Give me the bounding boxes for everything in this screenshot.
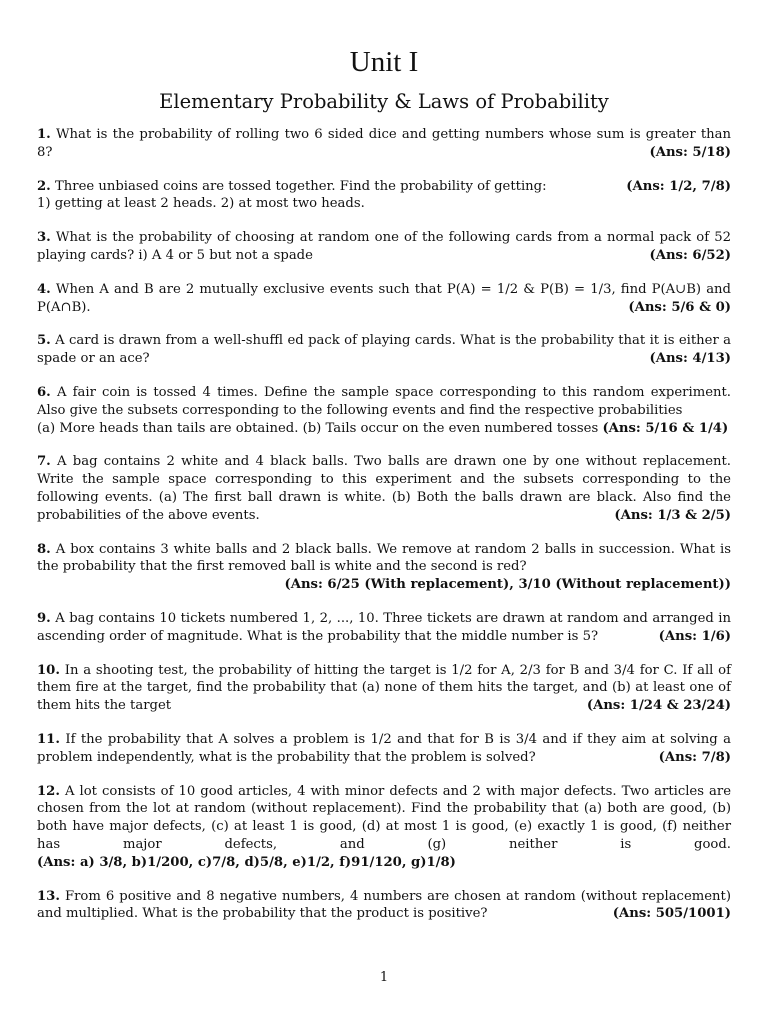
question-12 bbox=[37, 783, 731, 872]
question-2 bbox=[37, 178, 731, 214]
question-text: If the probability that A solves a problem is 1/2 and that for B is 3/4 and if they aim at solving a problem independently, what is the probability that the problem is solved? bbox=[37, 731, 731, 765]
question-text: From 6 positive and 8 negative numbers, 4 numbers are chosen at random (without replacement) and multiplied. What is the probability that the product is positive? bbox=[37, 888, 731, 922]
answer: (Ans: 1/24 & 23/24) bbox=[586, 698, 731, 714]
question-8 bbox=[37, 541, 731, 594]
question-13 bbox=[37, 888, 731, 924]
answer: (Ans: 5/18) bbox=[649, 144, 731, 160]
question-text: In a shooting test, the probability of hitting the target is 1/2 for A, 2/3 for B and 3/4 for C. If all of them fire at the target, find the probability that (a) none of them hits the target, and (b) at least one of them hits the target bbox=[37, 662, 731, 714]
answer: (Ans: 5/16 & 1/4) bbox=[602, 420, 729, 436]
question-1 bbox=[37, 126, 731, 162]
question-number: 11. bbox=[37, 731, 60, 747]
question-7 bbox=[37, 453, 731, 524]
answer: (Ans: 505/1001) bbox=[612, 906, 731, 922]
answer: (Ans: 6/25 (With replacement), 3/10 (Without replacement)) bbox=[284, 577, 731, 593]
question-9 bbox=[37, 610, 731, 646]
question-number: 13. bbox=[37, 888, 60, 904]
answer: (Ans: 1/3 & 2/5) bbox=[614, 507, 731, 523]
question-number: 1. bbox=[37, 127, 51, 142]
question-text: A fair coin is tossed 4 times. Define the sample space corresponding to this random experiment. Also give the subsets corresponding to the following events and find the respective probabilities bbox=[37, 384, 731, 418]
question-text: Three unbiased coins are tossed together. Find the probability of getting: bbox=[54, 178, 547, 194]
question-subtext: (a) More heads than tails are obtained. (b) Tails occur on the even numbered tosses bbox=[37, 420, 599, 436]
question-number: 7. bbox=[37, 454, 51, 470]
question-number: 9. bbox=[37, 610, 51, 626]
question-text: What is the probability of choosing at random one of the following cards from a normal pack of 52 playing cards? i) A 4 or 5 but not a spade bbox=[37, 230, 731, 263]
answer: (Ans: 6/52) bbox=[649, 247, 731, 263]
question-text: A bag contains 2 white and 4 black balls. Two balls are drawn one by one without replacement. Write the sample space corresponding to this experiment and the subsets corresponding to the following events. (a) The first ball drawn is white. (b) Both the balls drawn are black. Also find the probabilities of the above events. bbox=[37, 454, 731, 523]
question-text: A lot consists of 10 good articles, 4 with minor defects and 2 with major defects. Two articles are chosen from the lot at random (without replacement). Find the probability that (a) both are good, (b) both have major defects, (c) at least 1 is good, (d) at most 1 is good, (e) exactly 1 is good, (f) neither has major defects, and (g) neither is good. bbox=[37, 783, 731, 852]
question-number: 6. bbox=[37, 384, 51, 400]
question-number: 5. bbox=[37, 333, 51, 349]
question-number: 10. bbox=[37, 662, 60, 678]
question-6 bbox=[37, 384, 731, 437]
question-5 bbox=[37, 332, 731, 368]
question-11 bbox=[37, 731, 731, 767]
answer: (Ans: 5/6 & 0) bbox=[628, 299, 731, 315]
question-number: 8. bbox=[37, 541, 51, 557]
page-number: 1 bbox=[379, 970, 389, 985]
page-title: Unit I bbox=[349, 46, 419, 78]
question-text: A bag contains 10 tickets numbered 1, 2, ..., 10. Three tickets are drawn at random and arranged in ascending order of magnitude. What is the probability that the middle number is 5? bbox=[37, 610, 731, 644]
question-4 bbox=[37, 281, 731, 317]
question-text: A card is drawn from a well-shuffl ed pack of playing cards. What is the probability that it is either a spade or an ace? bbox=[37, 333, 731, 367]
question-subtext: 1) getting at least 2 heads. 2) at most two heads. bbox=[37, 196, 365, 212]
answer: (Ans: 1/2, 7/8) bbox=[626, 178, 731, 194]
question-3 bbox=[37, 229, 731, 265]
answer: (Ans: a) 3/8, b)1/200, c)7/8, d)5/8, e)1/2, f)91/120, g)1/8) bbox=[37, 854, 456, 870]
question-text: What is the probability of rolling two 6 sided dice and getting numbers whose sum is greater than 8? bbox=[37, 127, 731, 160]
question-text: When A and B are 2 mutually exclusive events such that P(A) = 1/2 & P(B) = 1/3, find P(A∪B) and P(A∩B). bbox=[37, 281, 731, 315]
answer: (Ans: 7/8) bbox=[658, 749, 731, 765]
question-list bbox=[37, 126, 731, 923]
question-10 bbox=[37, 662, 731, 715]
answer: (Ans: 4/13) bbox=[649, 351, 731, 367]
answer: (Ans: 1/6) bbox=[658, 628, 731, 644]
question-number: 3. bbox=[37, 230, 51, 246]
question-number: 12. bbox=[37, 783, 60, 799]
document-page bbox=[37, 42, 731, 939]
question-text: A box contains 3 white balls and 2 black balls. We remove at random 2 balls in succession. What is the probability that the first removed ball is white and the second is red? bbox=[37, 541, 731, 575]
question-number: 4. bbox=[37, 281, 51, 297]
page-subtitle: Elementary Probability & Laws of Probability bbox=[159, 90, 609, 113]
question-number: 2. bbox=[37, 178, 51, 194]
